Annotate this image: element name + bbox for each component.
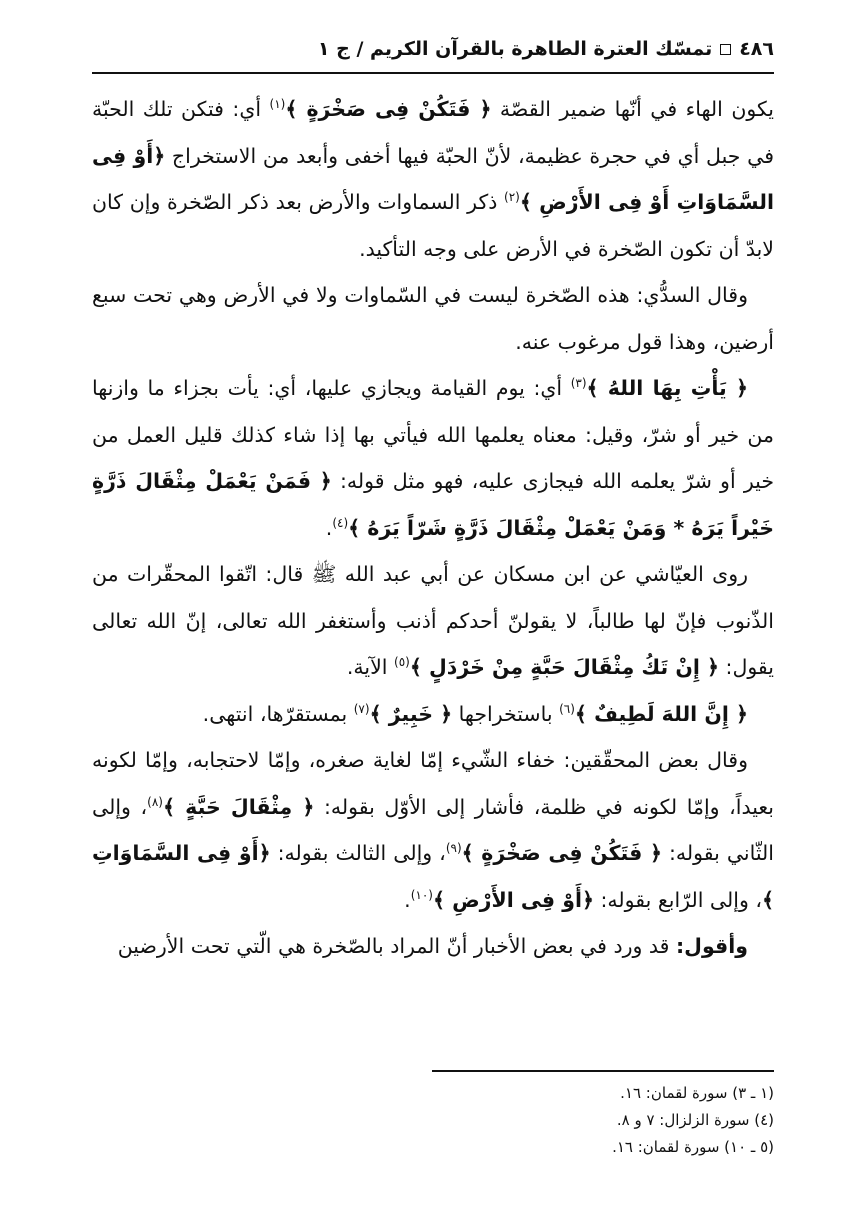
- quran-quote: ﴿أَوْ فِى السَّمَاوَاتِ ﴾: [92, 841, 774, 912]
- main-text: [92, 86, 774, 970]
- footnote-separator: [432, 1070, 774, 1072]
- text-run: باستخراجها: [452, 701, 560, 726]
- footnote: (٥ ـ ١٠) سورة لقمان: ١٦.: [612, 1138, 774, 1156]
- text-run: بمستقرّها، انتهى.: [202, 701, 354, 726]
- text-run: قد ورد في بعض الأخبار أنّ المراد بالصّخرة هي الّتي تحت الأرضين: [117, 934, 676, 958]
- quran-quote: ﴿ فَمَنْ يَعْمَلْ مِثْقَالَ ذَرَّةٍ خَيْراً يَرَهُ * وَمَنْ يَعْمَلْ مِثْقَالَ ذَرَّةٍ شَرّاً يَرَهُ ﴾: [92, 469, 774, 540]
- quran-quote: ﴿ خَبِيرٌ ﴾: [369, 701, 453, 726]
- footnotes: [92, 1080, 774, 1161]
- footnote-marker: (٧): [353, 701, 370, 716]
- quran-quote: وأقول:: [675, 934, 748, 958]
- footnote-marker: (٢): [504, 190, 520, 205]
- text-run: أي: فتكن تلك الحبّة في جبل أي في حجرة عظيمة، لأنّ الحبّة فيها أخفى وأبعد من الاستخراج: [92, 97, 774, 168]
- text-run: ، وإلى الرّابع بقوله:: [594, 887, 762, 912]
- footnote-marker: (٣): [570, 376, 587, 391]
- quran-quote: ﴿ إِنْ تَكُ مِثْقَالَ حَبَّةٍ مِنْ خَرْدَلٍ ﴾: [409, 655, 720, 679]
- text-run: ، وإلى الثالث بقوله:: [270, 841, 446, 865]
- footnote-marker: (٥): [394, 655, 410, 670]
- footnote: (١ ـ ٣) سورة لقمان: ١٦.: [620, 1084, 774, 1102]
- text-run: .: [404, 887, 411, 912]
- paragraph: [92, 923, 774, 970]
- quran-quote: ﴿ يَأْتِ بِهَا اللهُ ﴾: [586, 376, 748, 400]
- text-run: وقال بعض المحقّقين: خفاء الشّيء إمّا لغاية صغره، وإمّا لاحتجابه، وإمّا لكونه بعيداً، وإمّا لكونه في ظلمة، فأشار إلى الأوّل بقوله:: [92, 748, 775, 819]
- paragraph: [92, 551, 774, 691]
- header-rule: [92, 72, 774, 74]
- quran-quote: ﴿ مِثْقَالَ حَبَّةٍ ﴾: [162, 794, 315, 819]
- running-title: تمسّك العترة الطاهرة بالقرآن الكريم / ج ١: [317, 38, 713, 60]
- page-header: [92, 30, 774, 68]
- footnote-marker: (٨): [147, 794, 163, 809]
- paragraph: [92, 365, 774, 551]
- paragraph: [92, 691, 774, 738]
- text-run: الآية.: [346, 655, 395, 679]
- page-number: ٤٨٦: [739, 38, 774, 60]
- text-run: يكون الهاء في أنّها ضمير القصّة: [491, 97, 774, 121]
- text-run: ، وإلى الثّاني بقوله:: [92, 794, 774, 865]
- paragraph: [92, 86, 774, 272]
- quran-quote: ﴿ فَتَكُنْ فِى صَخْرَةٍ ﴾: [461, 841, 662, 865]
- text-run: .: [325, 515, 333, 540]
- quran-quote: ﴿أَوْ فِى السَّمَاوَاتِ أَوْ فِى الأَرْضِ ﴾: [92, 143, 774, 214]
- footnote-marker: (١): [269, 97, 286, 112]
- quran-quote: ﴿ فَتَكُنْ فِى صَخْرَةٍ ﴾: [285, 97, 492, 121]
- footnote-marker: (٤): [332, 515, 349, 530]
- paragraph: [92, 737, 774, 923]
- text-run: أي: يوم القيامة ويجازي عليها، أي: يأت بجزاء ما وازنها من خير أو شرّ، وقيل: معناه يعلمها الله فيأتي بها إذا شاء كذلك قليل العمل من خير أو شرّ يعلمه الله فيجازى عليه، فهو مثل قوله:: [92, 376, 774, 493]
- footnote-marker: (٩): [445, 841, 462, 856]
- quran-quote: ﴿أَوْ فِى الأَرْضِ ﴾: [432, 887, 594, 912]
- text-run: وقال السدُّي: هذه الصّخرة ليست في السّماوات ولا في الأرض وهي تحت سبع أرضين، وهذا قول مرغوب عنه.: [92, 283, 774, 354]
- square-ornament-icon: [720, 44, 731, 55]
- text-run: روى العيّاشي عن ابن مسكان عن أبي عبد الله ﷺ قال: اتّقوا المحقّرات من الذّنوب فإنّ لها طالباً، لا يقولنّ أحدكم أذنب وأستغفر الله تعالى، إنّ الله تعالى يقول:: [92, 562, 774, 679]
- paragraph: [92, 272, 774, 365]
- text-run: ذكر السماوات والأرض بعد ذكر الصّخرة وإن كان لابدّ أن تكون الصّخرة في الأرض على وجه التأكيد.: [92, 190, 774, 261]
- footnote-marker: (٦): [559, 701, 575, 716]
- footnote-marker: (١٠): [410, 887, 433, 902]
- quran-quote: ﴿ إِنَّ اللهَ لَطِيفٌ ﴾: [574, 701, 748, 726]
- footnote: (٤) سورة الزلزال: ٧ و ٨.: [616, 1111, 774, 1129]
